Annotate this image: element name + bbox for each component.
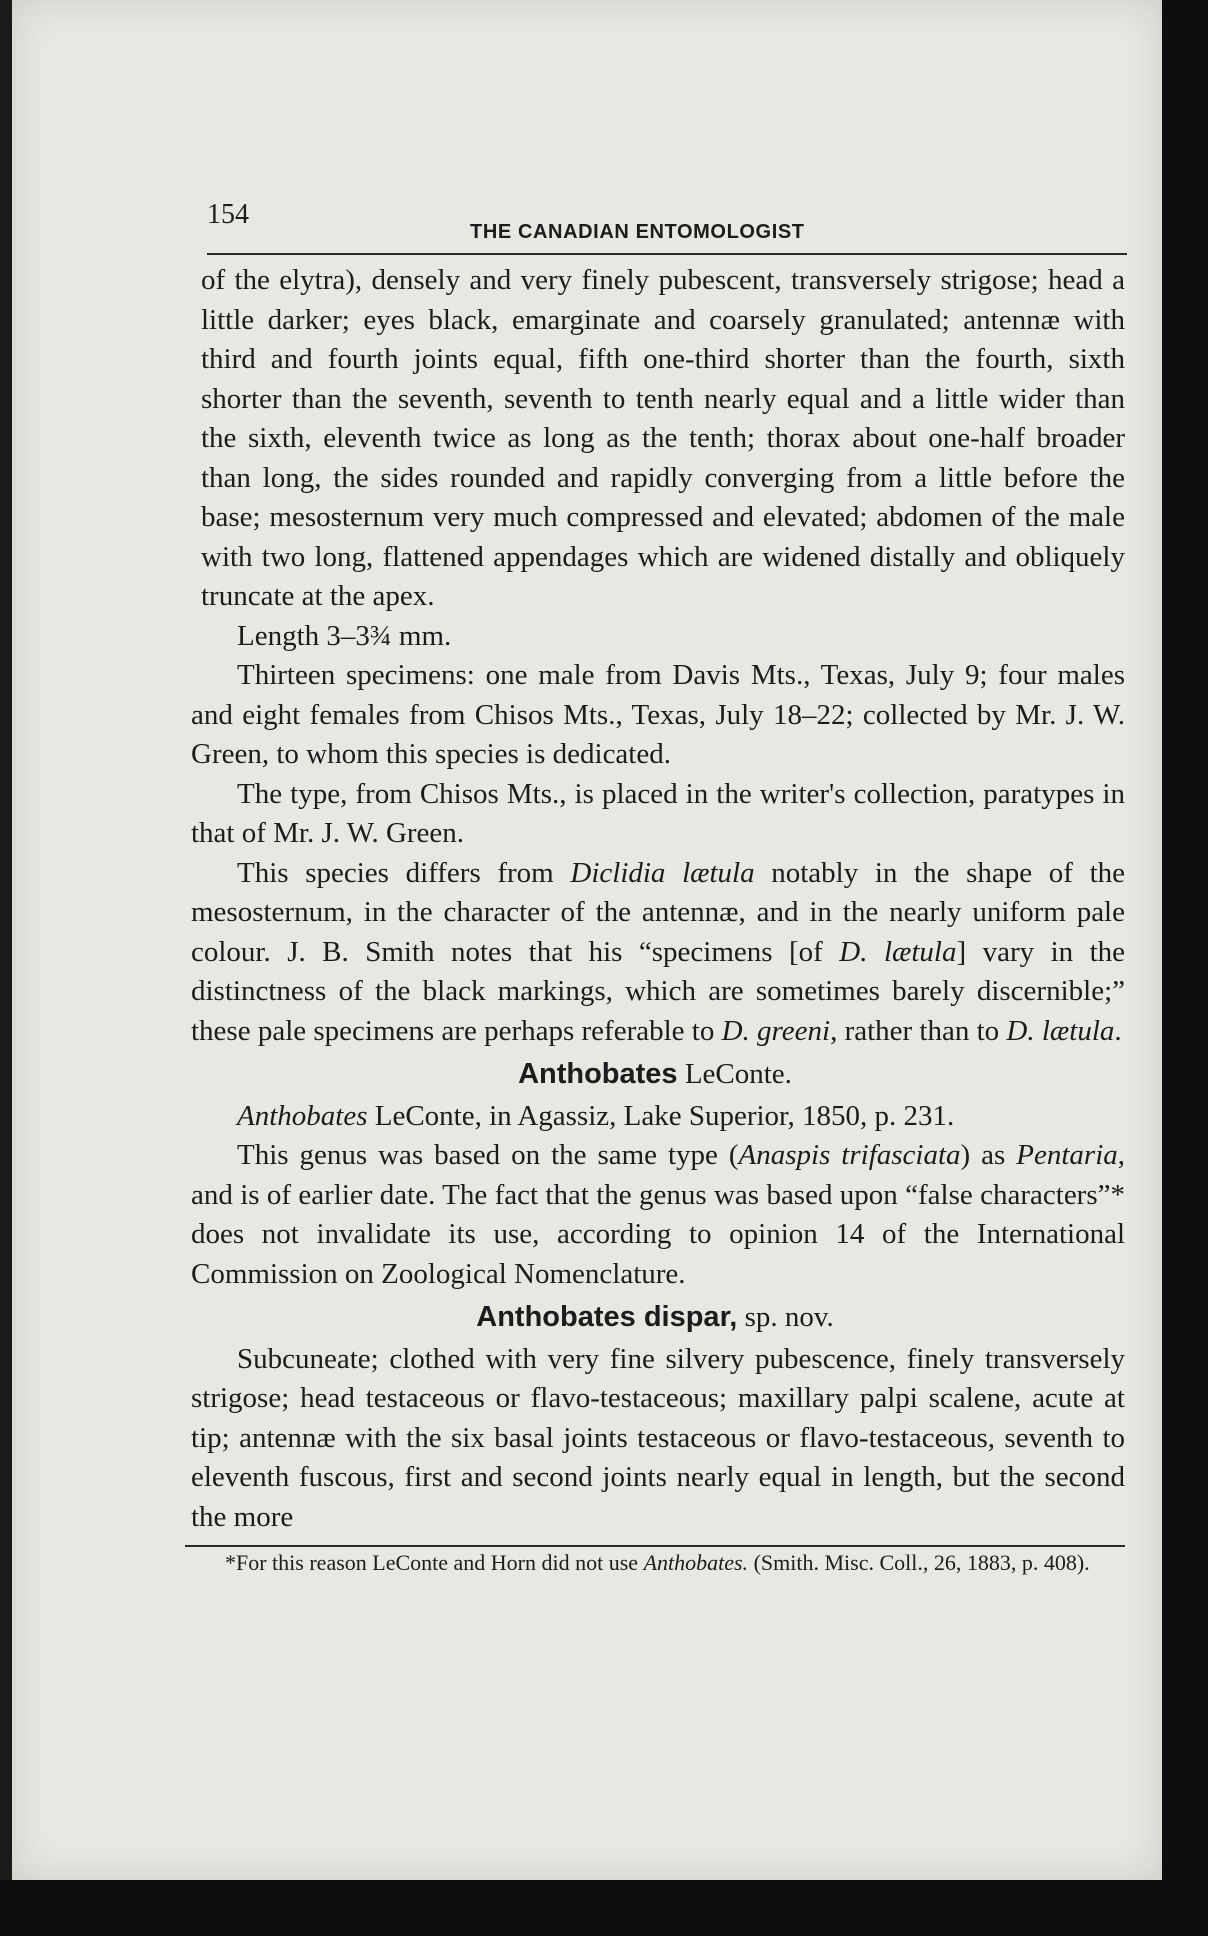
- text-run: This genus was based on the same type (: [237, 1139, 739, 1171]
- heading-genus-name: Anthobates: [518, 1058, 678, 1090]
- italic-taxon: Anthobates.: [643, 1550, 749, 1575]
- italic-taxon: D. lætula: [1006, 1014, 1115, 1047]
- italic-taxon: Pentaria: [1016, 1139, 1118, 1171]
- text-run: ) as: [960, 1139, 1017, 1171]
- heading-author: LeConte.: [677, 1058, 792, 1090]
- footnote-rule: [185, 1545, 1125, 1547]
- italic-taxon: D. greeni: [721, 1014, 831, 1047]
- paragraph-type: The type, from Chisos Mts., is placed in the writer's collection, paratypes in that of Mr. J. W. Green.: [191, 777, 1125, 849]
- paragraph-specimens: Thirteen specimens: one male from Davis Mts., Texas, July 9; four males and eight females from Chisos Mts., Texas, July 18–22; collected by Mr. J. W. Green, to whom this species is dedicated.: [191, 659, 1125, 770]
- text-run: This species differs from: [237, 856, 571, 889]
- text-run: , and is of earlier date. The fact that the genus was based upon “false characters”* does not invalidate its use, according to opinion 14 of the International Commission on Zoological Nomenclature.: [191, 1139, 1126, 1290]
- paragraph-comparison: [185, 854, 1125, 1052]
- page-header: [185, 195, 1125, 241]
- heading-suffix: sp. nov.: [737, 1301, 834, 1333]
- text-run: , rather than to: [830, 1014, 1007, 1047]
- running-title: THE CANADIAN ENTOMOLOGIST: [470, 221, 805, 243]
- paragraph-genus-note: [185, 1136, 1125, 1294]
- italic-taxon: Anaspis trifasciata: [738, 1139, 961, 1171]
- italic-taxon: D. lætula: [839, 935, 957, 968]
- text-run: (Smith. Misc. Coll., 26, 1883, p. 408).: [748, 1550, 1090, 1575]
- scan-border-right: [1162, 0, 1208, 1936]
- header-rule: [207, 253, 1127, 255]
- paragraph-species-description: Subcuneate; clothed with very fine silvery pubescence, finely transversely strigose; head testaceous or flavo-testaceous; maxillary palpi scalene, acute at tip; antennæ with the six basal joints testaceous or flavo-testaceous, seventh to eleventh fuscous, first and second joints nearly equal in length, but the second the more: [191, 1342, 1125, 1533]
- italic-taxon: Anthobates: [237, 1099, 368, 1132]
- paragraph-citation: [185, 1097, 1125, 1137]
- text-run: *For this reason LeConte and Horn did not use: [225, 1550, 644, 1575]
- page-content: [185, 195, 1125, 1575]
- section-heading-species: [185, 1298, 1125, 1338]
- text-run: ] vary in the distinctness of the black markings, which are sometimes barely discernible;” these pale specimens are perhaps referable to: [191, 935, 1126, 1047]
- paragraph-length: Length 3–3¾ mm.: [237, 619, 452, 652]
- text-run: .: [1114, 1014, 1122, 1047]
- heading-species-name: Anthobates dispar,: [476, 1301, 738, 1333]
- paragraph-description-continued: of the elytra), densely and very finely pubescent, transversely strigose; head a little darker; eyes black, emarginate and coarsely granulated; antennæ with third and fourth joints equal, fifth one-third shorter than the fourth, sixth shorter than the seventh, seventh to tenth nearly equal and a little wider than the sixth, eleventh twice as long as the tenth; thorax about one-half broader than long, the sides rounded and rapidly converging from a little before the base; mesosternum very much compressed and elevated; abdomen of the male with two long, flattened appendages which are widened distally and obliquely truncate at the apex.: [201, 264, 1125, 612]
- text-run: LeConte, in Agassiz, Lake Superior, 1850, p. 231.: [367, 1099, 955, 1132]
- section-heading-genus: [185, 1055, 1125, 1095]
- text-run: notably in the shape of the mesosternum, in the character of the antennæ, and in the nearly uniform pale colour. J. B. Smith notes that his “specimens [of: [191, 856, 1125, 968]
- footnote: [185, 1551, 1125, 1575]
- page-number: 154: [207, 199, 249, 230]
- scan-border-bottom: [0, 1880, 1208, 1936]
- italic-taxon: Diclidia lætula: [570, 856, 755, 889]
